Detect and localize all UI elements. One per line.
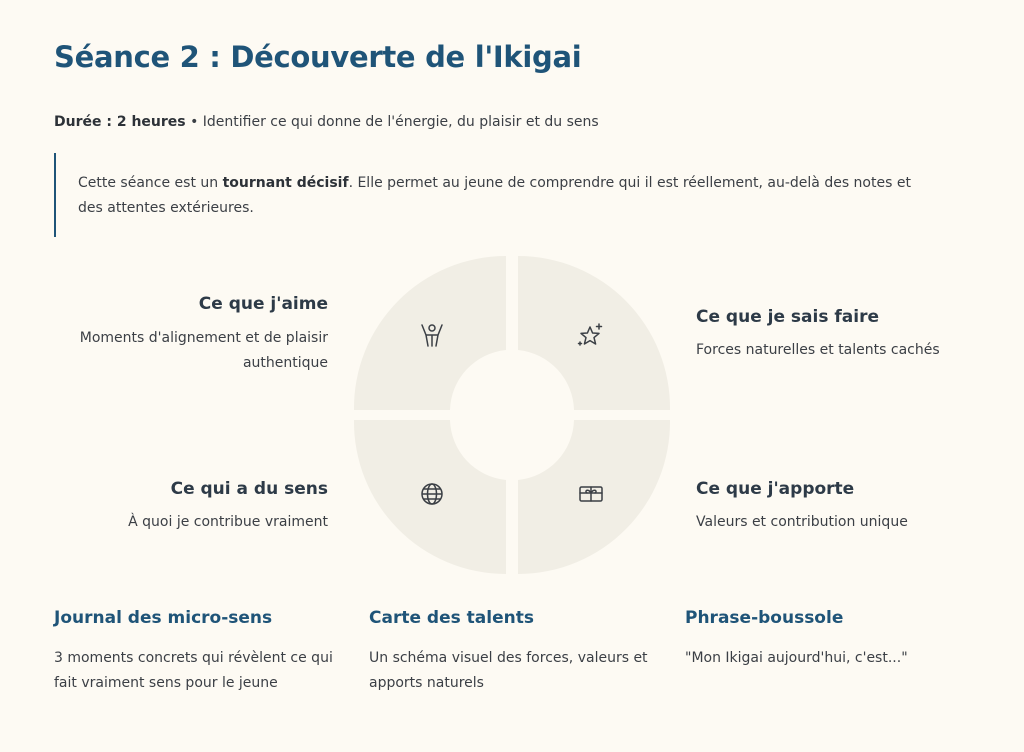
ikigai-diagram xyxy=(352,254,672,576)
deliverable-desc-talents: Un schéma visuel des forces, valeurs et apports naturels xyxy=(369,650,648,691)
quadrant-desc-love: Moments d'alignement et de plaisir authentique xyxy=(79,330,328,371)
callout-quote xyxy=(54,153,934,237)
deliverable-desc-journal: 3 moments concrets qui révèlent ce qui fait vraiment sens pour le jeune xyxy=(54,650,333,691)
quadrant-desc-skills: Forces naturelles et talents cachés xyxy=(696,342,940,358)
quadrant-desc-meaning: À quoi je contribue vraiment xyxy=(128,514,328,530)
segment-top-left xyxy=(354,256,506,410)
duration-text: Identifier ce qui donne de l'énergie, du plaisir et du sens xyxy=(202,114,599,130)
deliverable-desc-compass: "Mon Ikigai aujourd'hui, c'est..." xyxy=(685,650,908,666)
session-meta xyxy=(54,114,599,130)
deliverable-title-journal: Journal des micro-sens xyxy=(54,608,273,628)
quadrant-title-skills: Ce que je sais faire xyxy=(696,307,879,327)
meta-separator: • xyxy=(190,114,199,130)
segment-bottom-right xyxy=(518,420,670,574)
page-title: Séance 2 : Découverte de l'Ikigai xyxy=(54,40,582,74)
duration-label: Durée : 2 heures xyxy=(54,114,186,130)
callout-text-after: . Elle permet au jeune de comprendre qui il est réellement, au-delà des notes et des attentes extérieures. xyxy=(78,175,911,216)
quadrant-desc-contribution: Valeurs et contribution unique xyxy=(696,514,908,530)
quadrant-title-meaning: Ce qui a du sens xyxy=(170,479,328,499)
segment-bottom-left xyxy=(354,420,506,574)
deliverable-title-compass: Phrase-boussole xyxy=(685,608,844,628)
deliverable-title-talents: Carte des talents xyxy=(369,608,534,628)
callout-text-before: Cette séance est un xyxy=(78,175,223,191)
callout-text-bold: tournant décisif xyxy=(222,175,349,191)
quadrant-title-love: Ce que j'aime xyxy=(198,294,328,314)
quadrant-title-contribution: Ce que j'apporte xyxy=(696,479,855,499)
